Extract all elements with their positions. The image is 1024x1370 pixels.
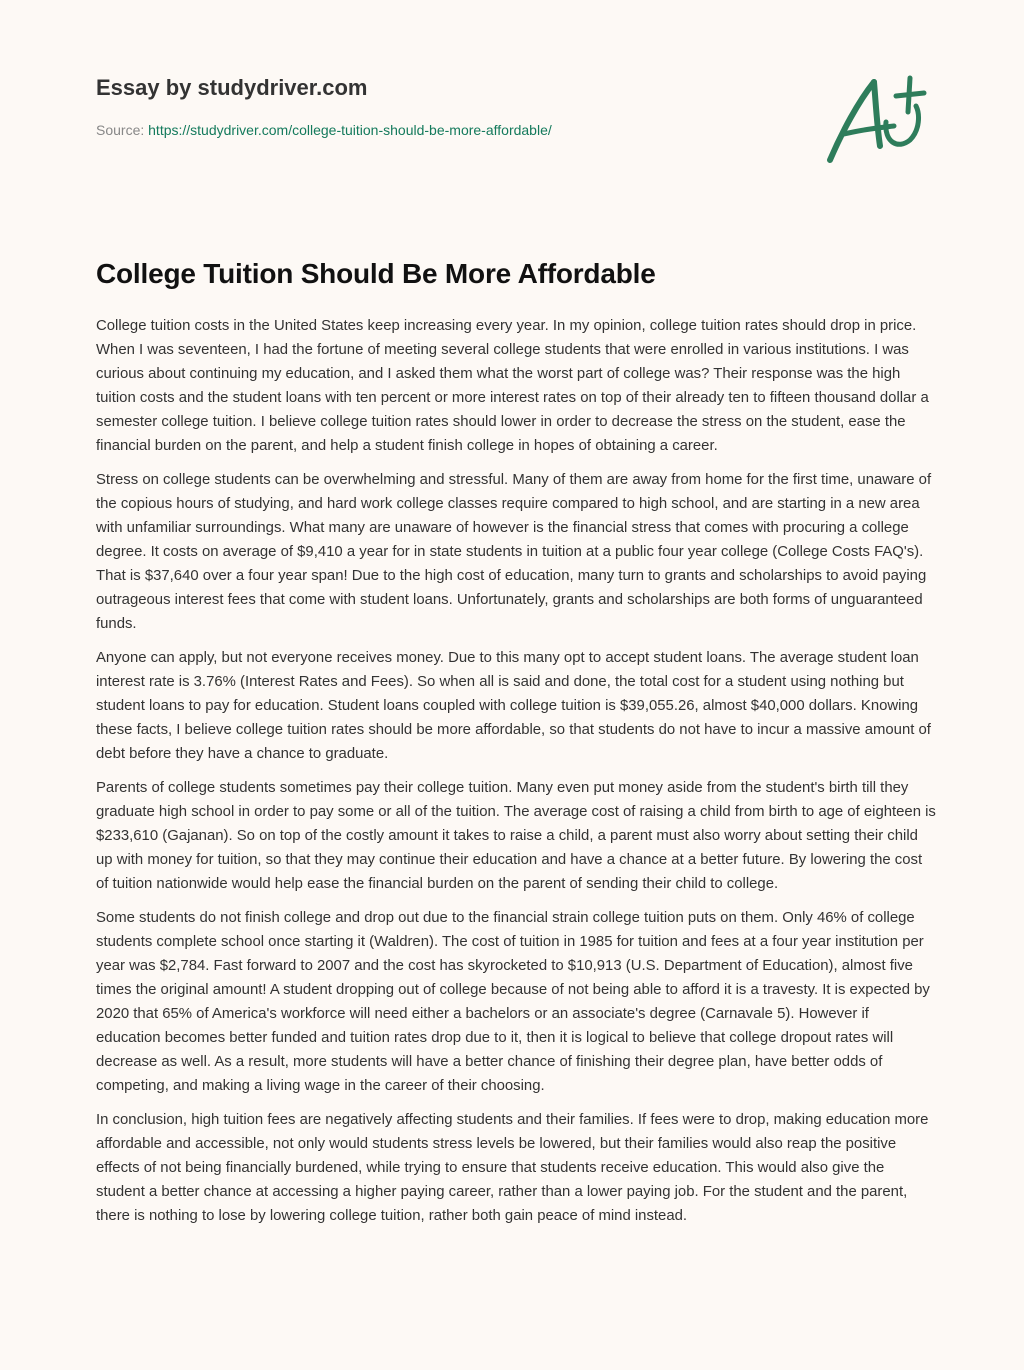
essay-body bbox=[96, 314, 936, 1238]
essay-paragraph: Anyone can apply, but not everyone receives money. Due to this many opt to accept student loans. The average student loan interest rate is 3.76% (Interest Rates and Fees). So when all is said and done, the total cost for a student using nothing but student loans to pay for education. Student loans coupled with college tuition is $39,055.26, almost $40,000 dollars. Knowing these facts, I believe college tuition rates should be more affordable, so that students do not have to incur a massive amount of debt before they have a chance to graduate. bbox=[96, 650, 931, 762]
essay-paragraph: In conclusion, high tuition fees are negatively affecting students and their families. If fees were to drop, making education more affordable and accessible, not only would students stress levels be lowered, but their families would also reap the positive effects of not being financially burdened, while trying to ensure that students receive education. This would also give the student a better chance at accessing a higher paying career, rather than a lower paying job. For the student and the parent, there is nothing to lose by lowering college tuition, rather both gain peace of mind instead. bbox=[96, 1112, 929, 1224]
site-title: Essay by studydriver.com bbox=[96, 75, 368, 100]
page-header bbox=[96, 72, 796, 140]
source-label: Source: bbox=[96, 122, 145, 138]
essay-paragraph: Parents of college students sometimes pay their college tuition. Many even put money aside from the student's birth till they graduate high school in order to pay some or all of the tuition. The average cost of raising a child from birth to age of eighteen is $233,610 (Gajanan). So on top of the costly amount it takes to raise a child, a parent must also worry about setting their child up with money for tuition, so that they may continue their education and have a chance at a better future. By lowering the cost of tuition nationwide would help ease the financial burden on the parent of sending their child to college. bbox=[96, 780, 936, 892]
essay-paragraph: College tuition costs in the United States keep increasing every year. In my opinion, college tuition rates should drop in price. When I was seventeen, I had the fortune of meeting several college students that were enrolled in various institutions. I was curious about continuing my education, and I asked them what the worst part of college was? Their response was the high tuition costs and the student loans with ten percent or more interest rates on top of their already ten to fifteen thousand dollar a semester college tuition. I believe college tuition rates should lower in order to decrease the stress on the student, ease the financial burden on the parent, and help a student finish college in hopes of obtaining a career. bbox=[96, 318, 929, 454]
essay-paragraph: Some students do not finish college and drop out due to the financial strain college tuition puts on them. Only 46% of college students complete school once starting it (Waldren). The cost of tuition in 1985 for tuition and fees at a four year institution per year was $2,784. Fast forward to 2007 and the cost has skyrocketed to $10,913 (U.S. Department of Education), almost five times the original amount! A student dropping out of college because of not being able to afford it is a travesty. It is expected by 2020 that 65% of America's workforce will need either a bachelors or an associate's degree (Carnavale 5). However if education becomes better funded and tuition rates drop due to it, then it is logical to believe that college dropout rates will decrease as well. As a result, more students will have a better chance of finishing their degree plan, have better odds of competing, and making a living wage in the career of their choosing. bbox=[96, 910, 930, 1094]
essay-title: College Tuition Should Be More Affordable bbox=[96, 258, 656, 289]
source-link[interactable]: https://studydriver.com/college-tuition-should-be-more-affordable/ bbox=[148, 122, 552, 138]
source-line bbox=[96, 120, 796, 140]
essay-paragraph: Stress on college students can be overwhelming and stressful. Many of them are away from home for the first time, unaware of the copious hours of studying, and hard work college classes require compared to high school, and are starting in a new area with unfamiliar surroundings. What many are unaware of however is the financial stress that comes with procuring a college degree. It costs on average of $9,410 a year for in state students in tuition at a public four year college (College Costs FAQ's). That is $37,640 over a four year span! Due to the high cost of education, many turn to grants and scholarships to avoid paying outrageous interest fees that come with student loans. Unfortunately, grants and scholarships are both forms of unguaranteed funds. bbox=[96, 472, 932, 632]
a-plus-grade-icon bbox=[820, 66, 930, 166]
